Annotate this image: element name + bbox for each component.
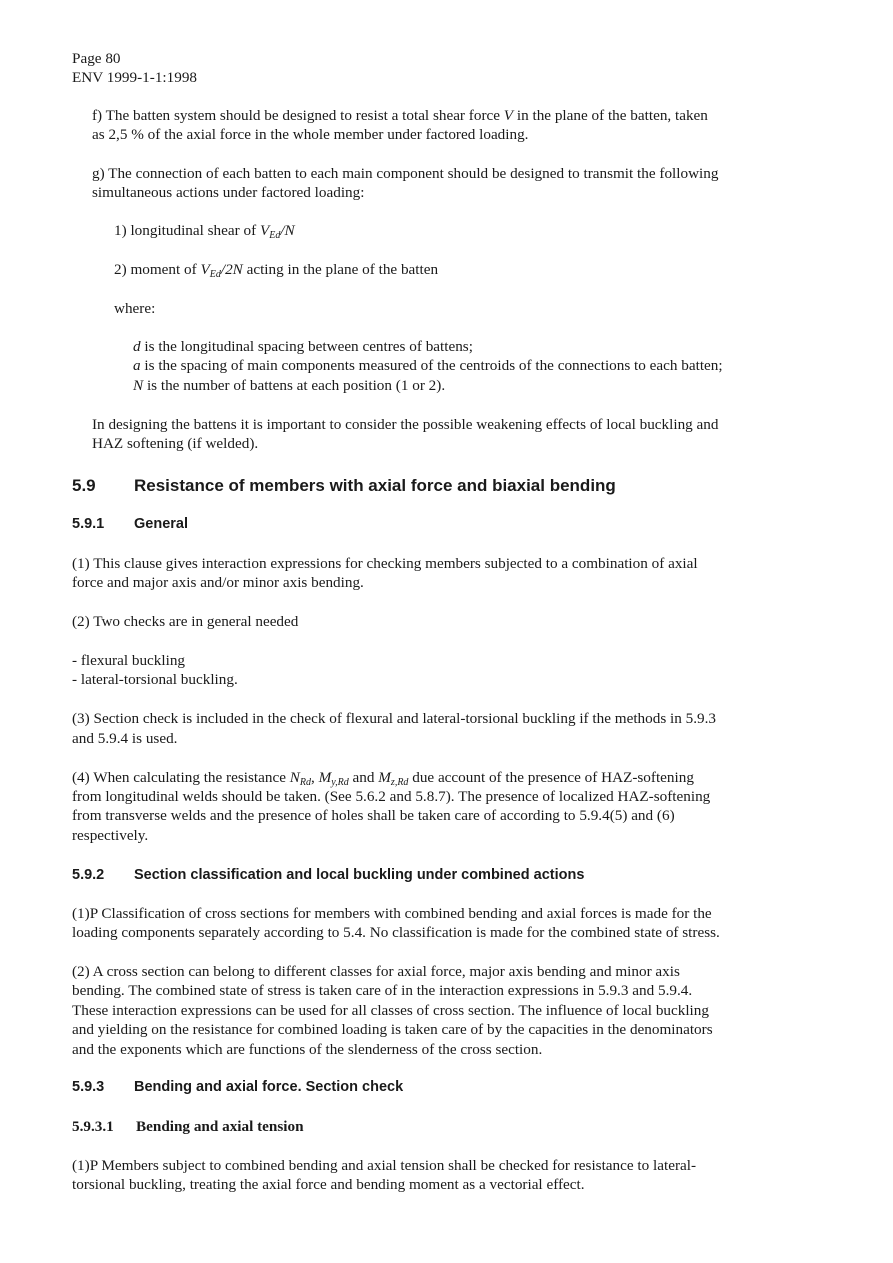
paragraph-592-2-line-3: These interaction expressions can be used for all classes of cross section. The influence of local buckling — [72, 1002, 709, 1019]
paragraph-5931-1-line-2: torsional buckling, treating the axial force and bending moment as a vectorial effect. — [72, 1176, 585, 1193]
section-heading-5-9-1: 5.9.1 General — [72, 516, 188, 532]
section-heading-5-9: 5.9 Resistance of members with axial force and biaxial bending — [72, 476, 616, 495]
paragraph-3-line-2: and 5.9.4 is used. — [72, 730, 178, 747]
paragraph-f-line-1: f) The batten system should be designed to resist a total shear force V in the plane of the batten, taken — [92, 107, 708, 124]
definition-n: N is the number of battens at each position (1 or 2). — [133, 377, 446, 394]
bullet-lateral-torsional-buckling: - lateral-torsional buckling. — [72, 671, 238, 688]
paragraph-592-2-line-1: (2) A cross section can belong to different classes for axial force, major axis bending and minor axis — [72, 963, 680, 980]
paragraph-592-2-line-2: bending. The combined state of stress is taken care of in the interaction expressions in 5.9.3 and 5.9.4. — [72, 982, 693, 999]
paragraph-1-line-1: (1) This clause gives interaction expressions for checking members subjected to a combination of axial — [72, 555, 698, 572]
paragraph-4-line-1: (4) When calculating the resistance $N_{Rd}$, $M_{y,Rd}$ and $M_{z,Rd}$ due account of the presence of HAZ-softening — [72, 769, 694, 788]
definition-d: d is the longitudinal spacing between centres of battens; — [133, 338, 473, 355]
section-heading-5-9-3-1: 5.9.3.1 Bending and axial tension — [72, 1118, 304, 1135]
page-number: Page 80 — [72, 50, 121, 67]
paragraph-1-line-2: force and major axis and/or minor axis bending. — [72, 574, 364, 591]
where-label: where: — [114, 300, 156, 317]
document-reference: ENV 1999-1-1:1998 — [72, 69, 198, 86]
section-heading-5-9-2: 5.9.2 Section classification and local buckling under combined actions — [72, 867, 585, 883]
paragraph-4-line-4: respectively. — [72, 827, 149, 844]
paragraph-f-line-2: as 2,5 % of the axial force in the whole member under factored loading. — [92, 126, 529, 143]
paragraph-592-1-line-1: (1)P Classification of cross sections for members with combined bending and axial forces is made for the — [72, 905, 712, 922]
definition-a: a is the spacing of main components measured of the centroids of the connections to each batten; — [133, 357, 723, 374]
list-item-longitudinal-shear: 1) longitudinal shear of $V_{Ed}/N$ — [114, 222, 295, 241]
paragraph-592-1-line-2: loading components separately according to 5.4. No classification is made for the combined state of stress. — [72, 924, 720, 941]
paragraph-592-2-line-5: and the exponents which are functions of the slenderness of the cross section. — [72, 1041, 543, 1058]
list-item-moment: 2) moment of $V_{Ed}/2N$ acting in the plane of the batten — [114, 261, 439, 280]
paragraph-4-line-2: from longitudinal welds should be taken. (See 5.6.2 and 5.8.7). The presence of localized HAZ-softening — [72, 788, 711, 805]
paragraph-3-line-1: (3) Section check is included in the check of flexural and lateral-torsional buckling if the methods in 5.9.3 — [72, 710, 717, 727]
paragraph-5931-1-line-1: (1)P Members subject to combined bending and axial tension shall be checked for resistance to lateral- — [72, 1157, 697, 1174]
paragraph-2: (2) Two checks are in general needed — [72, 613, 299, 630]
paragraph-592-2-line-4: and yielding on the resistance for combined loading is taken care of by the capacities in the denominators — [72, 1021, 713, 1038]
paragraph-battens-line-2: HAZ softening (if welded). — [92, 435, 259, 452]
paragraph-4-line-3: from transverse welds and the presence of holes shall be taken care of according to 5.9.4(5) and (6) — [72, 807, 675, 824]
bullet-flexural-buckling: - flexural buckling — [72, 652, 186, 669]
paragraph-g-line-1: g) The connection of each batten to each main component should be designed to transmit the following — [92, 165, 719, 182]
paragraph-battens-line-1: In designing the battens it is important to consider the possible weakening effects of local buckling and — [92, 416, 719, 433]
paragraph-g-line-2: simultaneous actions under factored loading: — [92, 184, 365, 201]
section-heading-5-9-3: 5.9.3 Bending and axial force. Section check — [72, 1079, 404, 1095]
